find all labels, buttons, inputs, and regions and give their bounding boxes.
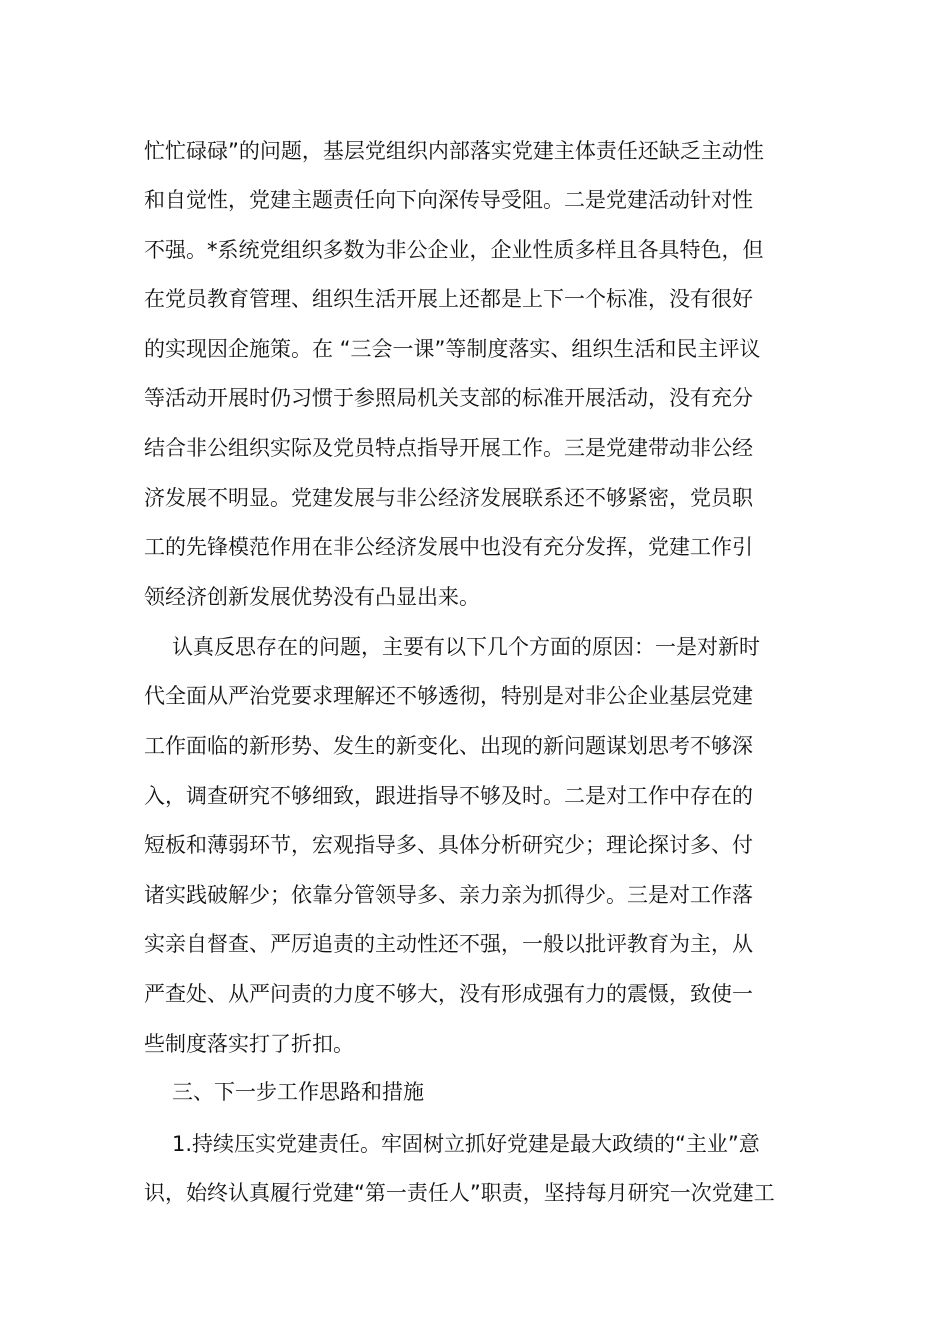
text-line: 些制度落实打了折扣。 bbox=[144, 1032, 354, 1056]
text-line: 等活动开展时仍习惯于参照局机关支部的标准开展活动，没有充分 bbox=[144, 386, 753, 410]
text-line: 代全面从严治党要求理解还不够透彻，特别是对非公企业基层党建 bbox=[144, 684, 753, 708]
text-line: 工的先锋模范作用在非公经济发展中也没有充分发挥，党建工作引 bbox=[144, 535, 753, 559]
text-line: 实亲自督查、严厉追责的主动性还不强，一般以批评教育为主，从 bbox=[144, 932, 753, 956]
paragraph-first-line: 认真反思存在的问题，主要有以下几个方面的原因：一是对新时 bbox=[172, 635, 760, 659]
text-line: 短板和薄弱环节，宏观指导多、具体分析研究少；理论探讨多、付 bbox=[144, 833, 753, 857]
text-line: 结合非公组织实际及党员特点指导开展工作。三是党建带动非公经 bbox=[144, 436, 753, 460]
section-heading: 三、下一步工作思路和措施 bbox=[172, 1080, 424, 1104]
text-line: 严查处、从严问责的力度不够大，没有形成强有力的震慑，致使一 bbox=[144, 982, 753, 1006]
text-line: 济发展不明显。党建发展与非公经济发展联系还不够紧密，党员职 bbox=[144, 486, 753, 510]
text-line: 工作面临的新形势、发生的新变化、出现的新问题谋划思考不够深 bbox=[144, 734, 753, 758]
text-line: 诸实践破解少；依靠分管领导多、亲力亲为抓得少。三是对工作落 bbox=[144, 883, 753, 907]
text-line: 不强。*系统党组织多数为非公企业，企业性质多样且各具特色，但 bbox=[144, 238, 764, 262]
text-line: 在党员教育管理、组织生活开展上还都是上下一个标准，没有很好 bbox=[144, 287, 753, 311]
text-line: 领经济创新发展优势没有凸显出来。 bbox=[144, 585, 480, 609]
text-line: 入，调查研究不够细致，跟进指导不够及时。二是对工作中存在的 bbox=[144, 784, 753, 808]
text-line: 和自觉性，党建主题责任向下向深传导受阻。二是党建活动针对性 bbox=[144, 188, 753, 212]
text-line: 忙忙碌碌”的问题，基层党组织内部落实党建主体责任还缺乏主动性 bbox=[144, 139, 764, 163]
text-line: 的实现因企施策。在 “三会一课”等制度落实、组织生活和民主评议 bbox=[144, 337, 761, 361]
text-line: 识，始终认真履行党建“第一责任人”职责，坚持每月研究一次党建工 bbox=[144, 1181, 775, 1205]
paragraph-first-line: 1.持续压实党建责任。牢固树立抓好党建是最大政绩的“主业”意 bbox=[172, 1132, 760, 1156]
